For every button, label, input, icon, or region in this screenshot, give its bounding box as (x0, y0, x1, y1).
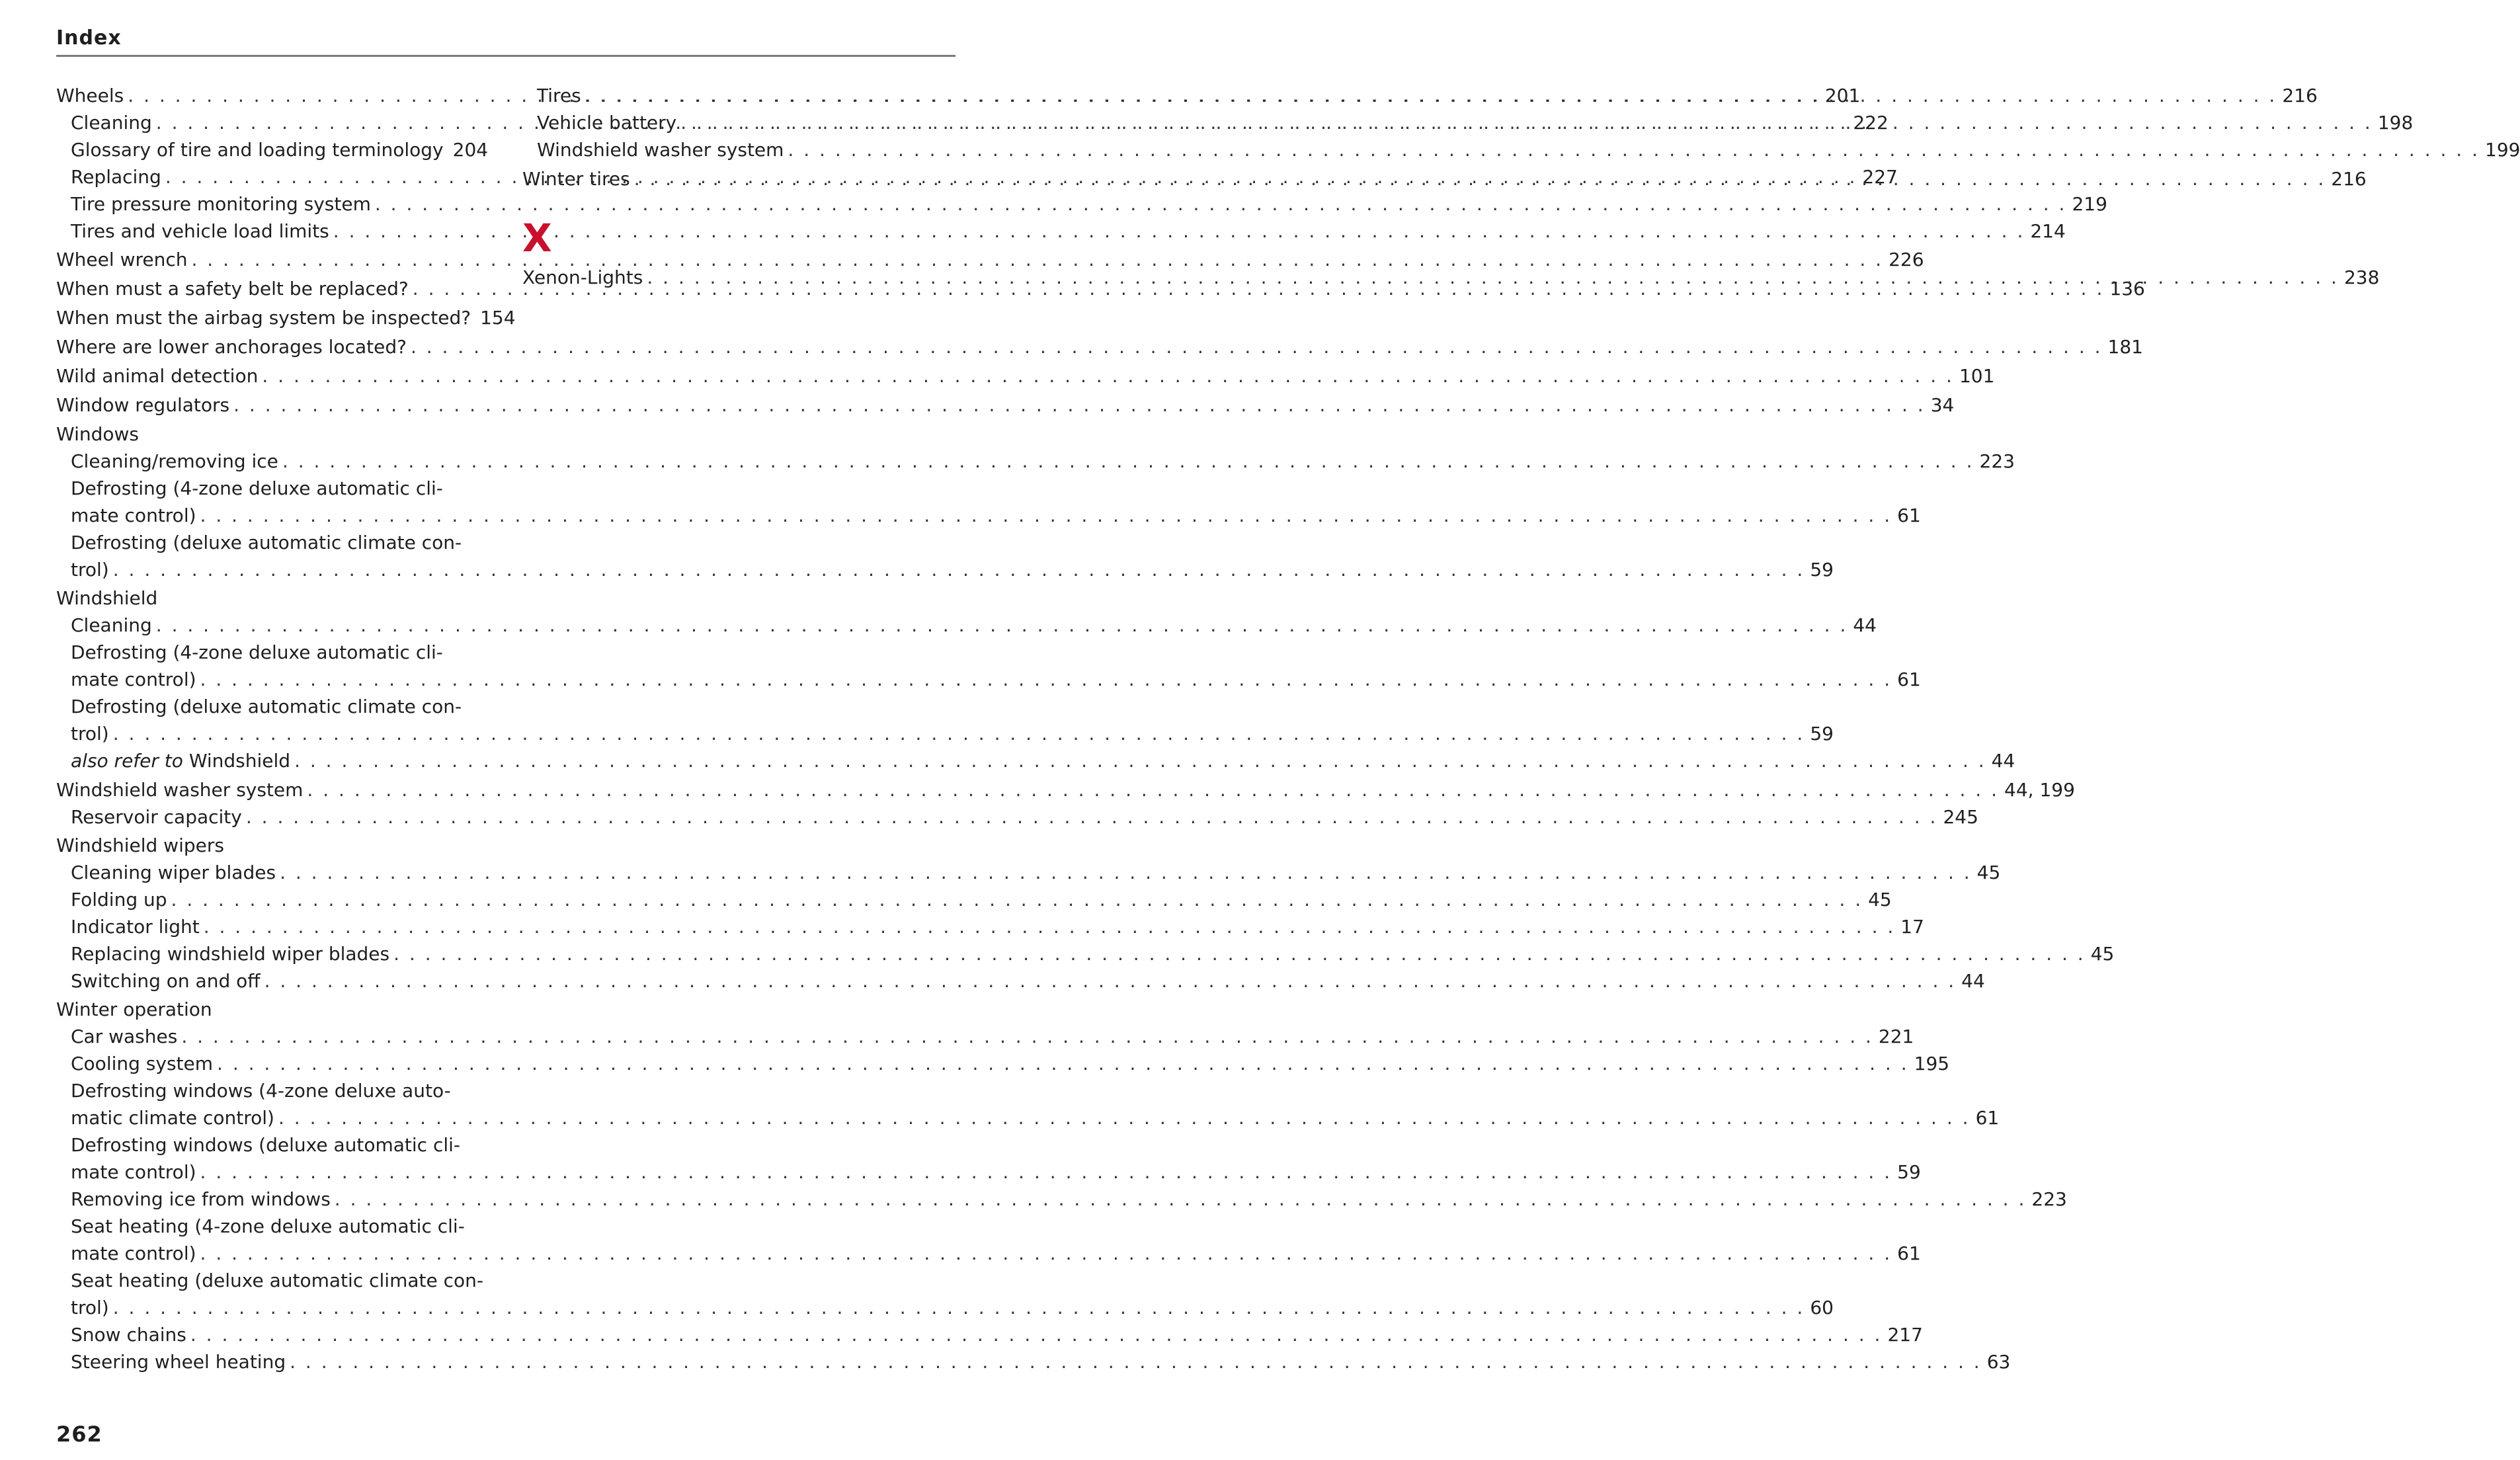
leader-dots (290, 1349, 1982, 1375)
index-entry-heading (56, 832, 486, 859)
index-term: trol) (71, 1297, 109, 1318)
index-subentry (71, 887, 1892, 913)
index-term: Windshield washer system (56, 779, 304, 801)
index-term: Tire pressure monitoring system (71, 193, 371, 215)
page-reference[interactable]: 221 (1878, 1026, 1914, 1047)
index-entry-heading (56, 421, 486, 448)
index-term: Removing ice from windows (71, 1188, 331, 1210)
index-term: Reservoir capacity (71, 806, 242, 828)
index-subentry (71, 612, 1877, 639)
page-reference[interactable]: 45 (2090, 943, 2115, 965)
leader-dots (788, 137, 2480, 163)
index-term: When must the airbag system be inspected? (56, 307, 471, 329)
page-reference[interactable]: 45 (1868, 889, 1892, 911)
page-reference[interactable]: 59 (1810, 559, 1834, 581)
leader-dots (204, 914, 1896, 940)
leader-dots (282, 448, 1974, 475)
leader-dots (246, 804, 1938, 831)
page-reference[interactable]: 101 (1959, 365, 1995, 387)
page-reference[interactable]: 61 (1897, 669, 1921, 690)
page-reference[interactable]: 198 (2377, 112, 2414, 134)
page-reference[interactable]: 216 (2282, 85, 2318, 106)
index-term: Replacing windshield wiper blades (71, 943, 390, 965)
index-term: Windows (56, 423, 139, 445)
cross-reference-target[interactable]: Windshield (188, 750, 291, 772)
index-subentry (71, 968, 1985, 994)
page-reference[interactable]: 214 (2030, 220, 2066, 242)
index-subentry (71, 721, 1834, 747)
page-reference[interactable]: 238 (2343, 266, 2380, 288)
page-number: 262 (56, 1422, 102, 1447)
index-term: Indicator light (71, 916, 200, 938)
page-reference[interactable]: 181 (2107, 336, 2143, 358)
index-term: Tires and vehicle load limits (71, 220, 329, 242)
index-subentry (71, 1295, 1834, 1321)
index-term: Cleaning (71, 614, 152, 636)
leader-dots (680, 110, 2373, 136)
index-entry (56, 363, 1995, 389)
index-subentry (71, 1024, 1914, 1050)
leader-dots (233, 392, 1926, 419)
index-subentry-line1 (71, 475, 486, 502)
index-term: Windshield washer system (537, 139, 784, 161)
page-reference[interactable]: 34 (1930, 394, 1955, 416)
page-reference[interactable]: 59 (1810, 723, 1834, 745)
index-subentry (71, 1240, 1921, 1267)
leader-dots (634, 166, 2326, 192)
leader-dots (190, 1322, 1883, 1348)
index-subentry (71, 1349, 2011, 1375)
index-entry (56, 777, 2075, 803)
page-reference[interactable]: 44 (1991, 750, 2015, 772)
leader-dots (113, 557, 1805, 583)
index-term: mate control) (71, 669, 196, 690)
leader-dots (294, 748, 1986, 774)
section-letter-x: X (522, 216, 552, 261)
page-reference[interactable]: 154 (480, 307, 516, 329)
leader-dots (333, 218, 2025, 245)
index-term: Switching on and off (71, 970, 261, 992)
index-subentry (71, 1322, 1923, 1348)
page-reference[interactable]: 227 (1862, 166, 1898, 188)
leader-dots (200, 1240, 1892, 1267)
page-reference[interactable]: 223 (2031, 1188, 2067, 1210)
index-term: Steering wheel heating (71, 1351, 286, 1373)
index-term: Windshield wipers (56, 834, 224, 856)
index-subentry (71, 1186, 2067, 1213)
index-subentry-line1 (71, 639, 486, 666)
index-term: Xenon-Lights (522, 266, 643, 288)
index-term: Wild animal detection (56, 365, 259, 387)
index-term: Car washes (71, 1026, 178, 1047)
page-reference[interactable]: 59 (1897, 1161, 1921, 1183)
leader-dots (411, 334, 2103, 360)
leader-dots (335, 1186, 2027, 1213)
index-term: Tires (537, 85, 581, 106)
index-subentry (71, 941, 2115, 967)
index-term: Seat heating (deluxe automatic climate con- (71, 1270, 483, 1291)
index-term: Snow chains (71, 1324, 186, 1346)
leader-dots (156, 612, 1848, 639)
index-term: Cleaning/removing ice (71, 450, 278, 472)
index-term: trol) (71, 723, 109, 745)
index-subentry-line1 (71, 1078, 486, 1104)
index-term: When must a safety belt be replaced? (56, 278, 409, 300)
index-subentry (71, 191, 2107, 218)
index-subentry-line1 (71, 694, 486, 720)
index-term: mate control) (71, 505, 196, 526)
index-subentry (71, 1159, 1921, 1186)
index-subentry (71, 667, 1921, 693)
page-reference[interactable]: 204 (452, 139, 489, 161)
index-subentry (71, 137, 489, 163)
index-term: Windshield (56, 587, 158, 609)
page-reference[interactable]: 44, 199 (2004, 779, 2075, 801)
index-term: Defrosting windows (deluxe automatic cli- (71, 1134, 460, 1156)
index-term: Cooling system (71, 1053, 214, 1075)
page-reference[interactable]: 219 (2072, 193, 2107, 215)
index-subentry (537, 137, 2520, 163)
index-term: Replacing (71, 166, 161, 188)
index-entry (56, 305, 516, 331)
index-subentry (71, 860, 2001, 886)
leader-dots (393, 941, 2086, 967)
leader-dots (647, 264, 2339, 291)
index-subentry-line1 (71, 1213, 486, 1240)
index-term: Defrosting (4-zone deluxe automatic cli- (71, 477, 443, 499)
page-reference[interactable]: 136 (2109, 278, 2145, 300)
page-reference[interactable]: 45 (1976, 862, 2001, 883)
page-reference[interactable]: 61 (1975, 1107, 2000, 1129)
index-entry (56, 392, 1955, 419)
index-term: Window regulators (56, 394, 230, 416)
index-subentry (71, 557, 1834, 583)
index-term: trol) (71, 559, 109, 581)
index-term: Vehicle battery (537, 112, 677, 134)
index-term: mate control) (71, 1242, 196, 1264)
page-reference[interactable]: 17 (1900, 916, 1924, 938)
page-reference[interactable]: 222 (1853, 112, 1889, 134)
index-subentry (71, 218, 2066, 245)
index-term: matic climate control) (71, 1107, 274, 1129)
leader-dots (113, 1295, 1805, 1321)
page-reference[interactable]: 226 (1889, 249, 1924, 270)
page-reference[interactable]: 61 (1897, 505, 1921, 526)
index-term: mate control) (71, 1161, 196, 1183)
page-reference[interactable]: 199 (2485, 139, 2520, 161)
leader-dots (200, 503, 1892, 529)
index-subentry (71, 448, 2015, 475)
leader-dots (217, 1051, 1909, 1077)
page-reference[interactable]: 60 (1810, 1297, 1834, 1318)
index-subentry (71, 804, 1978, 831)
leader-dots (307, 777, 1999, 803)
index-subentry (71, 503, 1921, 529)
index-term: Defrosting (deluxe automatic climate con- (71, 696, 462, 717)
index-term: Wheels (56, 85, 124, 106)
index-subentry-cross-reference (71, 748, 2015, 774)
leader-dots (200, 1159, 1892, 1186)
page-reference[interactable]: 216 (2331, 168, 2367, 190)
index-term: Winter operation (56, 998, 212, 1020)
index-term: Folding up (71, 889, 167, 911)
index-term: Cleaning (71, 112, 152, 134)
page-header (56, 25, 955, 57)
index-term: Cleaning wiper blades (71, 862, 276, 883)
page-reference[interactable]: 61 (1897, 1242, 1921, 1264)
cross-reference-prefix: also refer to (71, 750, 183, 772)
index-term: Wheel wrench (56, 249, 188, 270)
leader-dots (181, 1024, 1873, 1050)
index-term (71, 748, 294, 774)
leader-dots (200, 667, 1892, 693)
index-term: Defrosting (4-zone deluxe automatic cli- (71, 641, 443, 663)
index-term: Where are lower anchorages located? (56, 336, 407, 358)
page-reference[interactable]: 44 (1961, 970, 1985, 992)
index-term: Seat heating (4-zone deluxe automatic cli- (71, 1215, 465, 1237)
index-entry-heading (56, 996, 486, 1023)
index-subentry-line1 (71, 1268, 486, 1294)
leader-dots (113, 721, 1805, 747)
index-entry (56, 334, 2143, 360)
leader-dots (375, 191, 2067, 218)
page-reference[interactable]: 63 (1986, 1351, 2011, 1373)
index-entry (56, 247, 1924, 273)
leader-dots (280, 860, 1972, 886)
page-reference[interactable]: 245 (1943, 806, 1978, 828)
page-reference[interactable]: 44 (1853, 614, 1877, 636)
page-reference[interactable]: 201 (1824, 85, 1861, 106)
index-term: Defrosting (deluxe automatic climate con- (71, 532, 462, 553)
index-subentry (71, 1051, 1950, 1077)
leader-dots (262, 363, 1954, 389)
page-reference[interactable]: 195 (1914, 1053, 1950, 1075)
index-subentry-line1 (71, 530, 486, 556)
index-term: Winter tires (522, 168, 630, 190)
leader-dots (264, 968, 1957, 994)
page-reference[interactable]: 223 (1979, 450, 2015, 472)
index-subentry-line1 (71, 1132, 486, 1158)
index-subentry (71, 914, 1924, 940)
leader-dots (171, 887, 1863, 913)
index-entry-heading (56, 585, 486, 612)
index-term: Defrosting windows (4-zone deluxe auto- (71, 1080, 451, 1102)
leader-dots (585, 83, 2277, 109)
leader-dots (278, 1105, 1971, 1131)
page-title: Index (56, 26, 122, 50)
index-term: Glossary of tire and loading terminology (71, 139, 444, 161)
page-reference[interactable]: 217 (1887, 1324, 1923, 1346)
index-subentry (71, 1105, 2000, 1131)
